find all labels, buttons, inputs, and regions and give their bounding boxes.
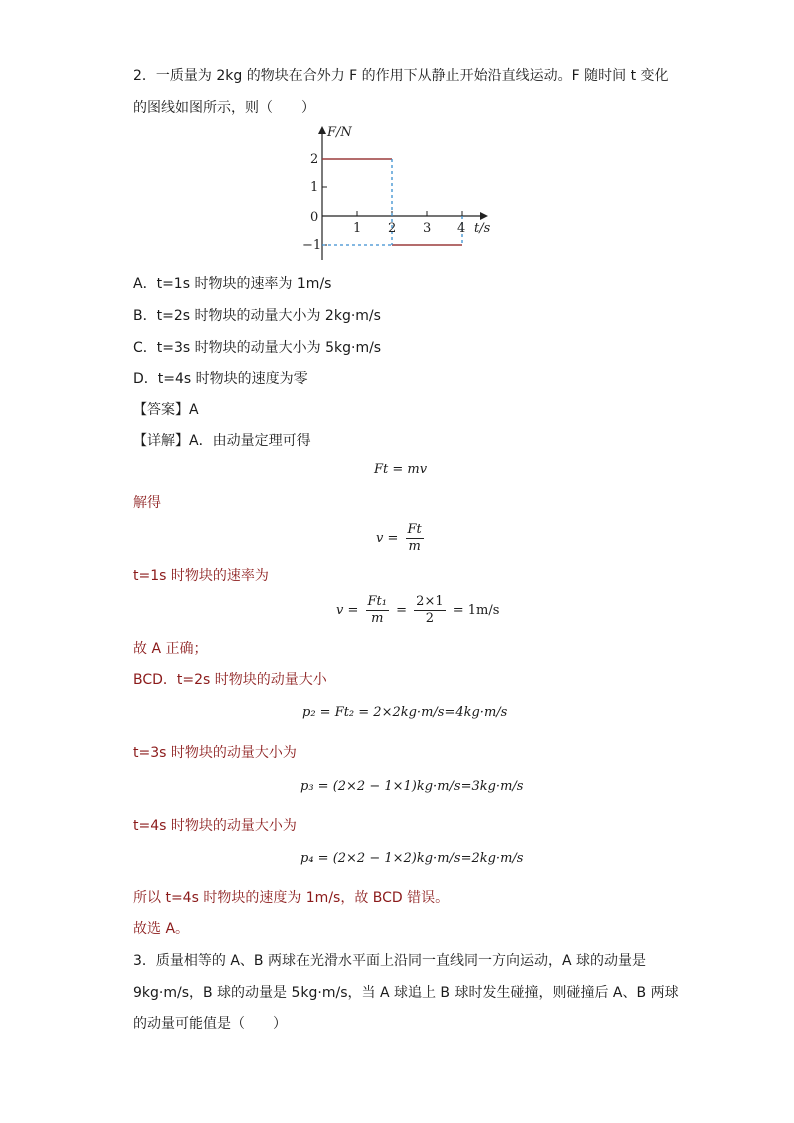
solve-label: 解得 (133, 495, 161, 511)
y-tick-label-1: 1 (310, 180, 319, 195)
eq3-denominator: m (371, 611, 384, 626)
q3-stem-line1: 3．质量相等的 A、B 两球在光滑水平面上沿同一直线同一方向运动，A 球的动量是 (133, 953, 647, 969)
equation-p3: p₃ = (2×2 − 1×1)kg·m/s=3kg·m/s (300, 779, 524, 794)
bcd-label: BCD．t=2s 时物块的动量大小 (133, 672, 327, 688)
option-a: A．t=1s 时物块的速率为 1m/s (133, 276, 332, 292)
option-c: C．t=3s 时物块的动量大小为 5kg·m/s (133, 340, 382, 356)
q2-stem-line1: 2．一质量为 2kg 的物块在合外力 F 的作用下从静止开始沿直线运动。F 随时间 t 变化 (133, 68, 669, 84)
detail-intro: 【详解】A．由动量定理可得 (133, 433, 311, 449)
x-tick-label-1: 1 (353, 221, 362, 236)
t4-label: t=4s 时物块的动量大小为 (133, 818, 297, 834)
eq2-numerator: Ft (407, 522, 422, 537)
x-tick-label-3: 3 (423, 221, 432, 236)
eq3-numerator: Ft₁ (367, 594, 387, 609)
eq2-fraction (406, 522, 424, 555)
eq3-denominator-2: 2 (425, 611, 435, 626)
t1-label: t=1s 时物块的速率为 (133, 568, 269, 584)
eq3-lhs: v = (336, 603, 359, 618)
x-tick-label-2: 2 (388, 221, 397, 236)
t3-label: t=3s 时物块的动量大小为 (133, 745, 297, 761)
equation-momentum-theorem: Ft = mv (374, 462, 428, 477)
y-tick-label-neg1: −1 (302, 238, 322, 253)
choose-answer: 故选 A。 (133, 921, 190, 937)
x-axis-label: t/s (474, 221, 491, 236)
y-axis-arrow (318, 126, 326, 134)
eq3-fraction-2 (414, 594, 445, 627)
conclusion-a: 故 A 正确； (133, 641, 208, 657)
eq2-denominator: m (408, 539, 421, 554)
equation-speed-t1: v = $\frac{\text{Ft₁}}{m}$ = $\frac{2\times 1}{2}$ = 1m/s (336, 594, 500, 626)
q3-stem-line3: 的动量可能值是（ ） (133, 1016, 287, 1032)
option-d: D．t=4s 时物块的速度为零 (133, 371, 308, 387)
q2-stem-line2: 的图线如图所示，则（ ） (133, 100, 315, 116)
eq3-fraction-1 (366, 594, 389, 627)
equation-p4: p₄ = (2×2 − 1×2)kg·m/s=2kg·m/s (300, 851, 524, 866)
eq3-numerator-2: 2×1 (416, 594, 444, 609)
option-b: B．t=2s 时物块的动量大小为 2kg·m/s (133, 308, 381, 324)
final-note: 所以 t=4s 时物块的速度为 1m/s，故 BCD 错误。 (133, 890, 450, 906)
equation-velocity (376, 522, 427, 555)
q3-stem-line2: 9kg·m/s，B 球的动量是 5kg·m/s，当 A 球追上 B 球时发生碰撞，则碰撞后 A、B 两球 (133, 985, 679, 1001)
force-time-graph (300, 122, 500, 262)
x-tick-label-4: 4 (457, 221, 466, 236)
answer: 【答案】A (133, 402, 199, 418)
equation-p2: p₂ = Ft₂ = 2×2kg·m/s=4kg·m/s (302, 705, 508, 720)
x-axis-arrow (480, 212, 488, 220)
y-axis-label: F/N (327, 125, 352, 140)
y-tick-label-0: 0 (310, 210, 319, 225)
y-tick-label-2: 2 (310, 152, 319, 167)
eq3-rhs: = 1m/s (452, 603, 500, 618)
eq2-lhs: v = (376, 531, 399, 546)
